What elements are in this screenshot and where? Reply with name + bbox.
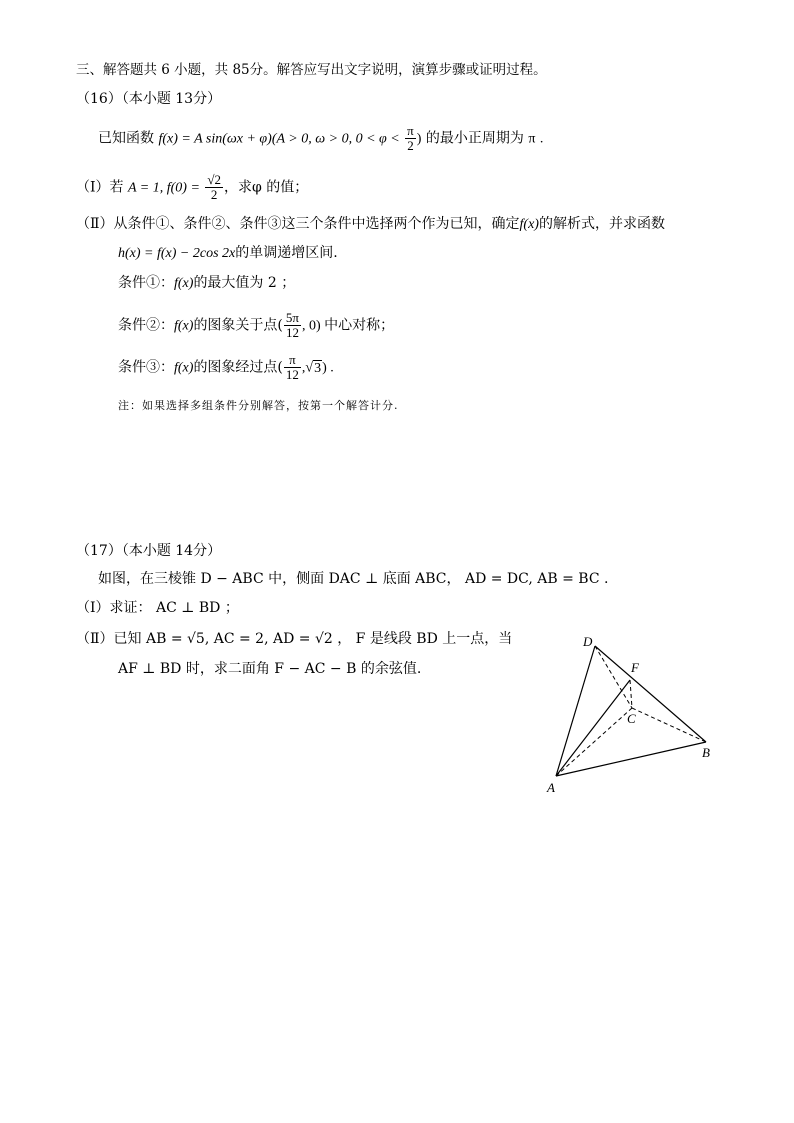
q16-function: f(x) = A sin(ωx + φ)(A > 0, ω > 0, 0 < φ <: [158, 131, 400, 147]
q16-number: （16）（本小题 13分）: [76, 91, 222, 107]
label-F: F: [631, 660, 639, 675]
q17-stem: 如图，在三棱锥 D − ABC 中，侧面 DAC ⊥ 底面 ABC， AD = DC, AB = BC .: [98, 571, 609, 587]
q16-condition-1: 条件①：f(x)的最大值为 2 ；: [118, 275, 296, 291]
q17-part2-line1: （Ⅱ）已知 AB = √5, AC = 2, AD = √2 ， F 是线段 BD 上一点，当: [76, 631, 513, 647]
label-A: A: [547, 780, 555, 795]
edge-DC: [595, 646, 632, 708]
q16-cond2-frac: $\frac{5\pi}{12}$: [285, 310, 299, 340]
pyramid-figure: [540, 630, 740, 810]
q16-frac: $\frac{\pi}{2}$: [407, 123, 414, 153]
q16-condition-3: 条件③：f(x)的图象经过点( $\frac{\pi}{12}$ ,√3) .: [118, 352, 334, 382]
edge-AC: [556, 708, 632, 776]
edge-DB: [595, 646, 706, 742]
edge-CB: [632, 708, 706, 742]
label-B: B: [702, 745, 710, 760]
q16-part1: （Ⅰ）若 A = 1, f(0) = $\frac{√2}{2}$ ，求φ 的值；: [76, 172, 309, 202]
q16-condition-2: 条件②：f(x)的图象关于点( $\frac{5\pi}{12}$ , 0) 中心对称；: [118, 310, 395, 340]
edge-DA: [556, 646, 595, 776]
q16-stem: 已知函数 f(x) = A sin(ωx + φ)(A > 0, ω > 0, 0 < φ < $\frac{\pi}{2}$ ) 的最小正周期为 π .: [98, 123, 544, 153]
section-header: 三、解答题共 6 小题，共 85分。解答应写出文字说明，演算步骤或证明过程。: [76, 62, 547, 78]
q16-part1-frac: $\frac{√2}{2}$: [207, 172, 221, 202]
q17-part1: （Ⅰ）求证： AC ⊥ BD ；: [76, 600, 239, 616]
label-D: D: [583, 634, 593, 649]
label-C: C: [627, 711, 636, 726]
q16-part2-h: h(x) = f(x) − 2cos 2x的单调递增区间.: [118, 245, 338, 261]
q17-part2-line2: AF ⊥ BD 时，求二面角 F − AC − B 的余弦值.: [118, 661, 422, 677]
q16-note: 注：如果选择多组条件分别解答，按第一个解答计分.: [118, 399, 399, 412]
q17-number: （17）（本小题 14分）: [76, 543, 222, 559]
q16-part2: （Ⅱ）从条件①、条件②、条件③这三个条件中选择两个作为已知，确定f(x)的解析式，并求函数: [76, 216, 665, 232]
edge-FC: [630, 680, 632, 708]
q16-cond3-frac: $\frac{\pi}{12}$: [285, 352, 299, 382]
